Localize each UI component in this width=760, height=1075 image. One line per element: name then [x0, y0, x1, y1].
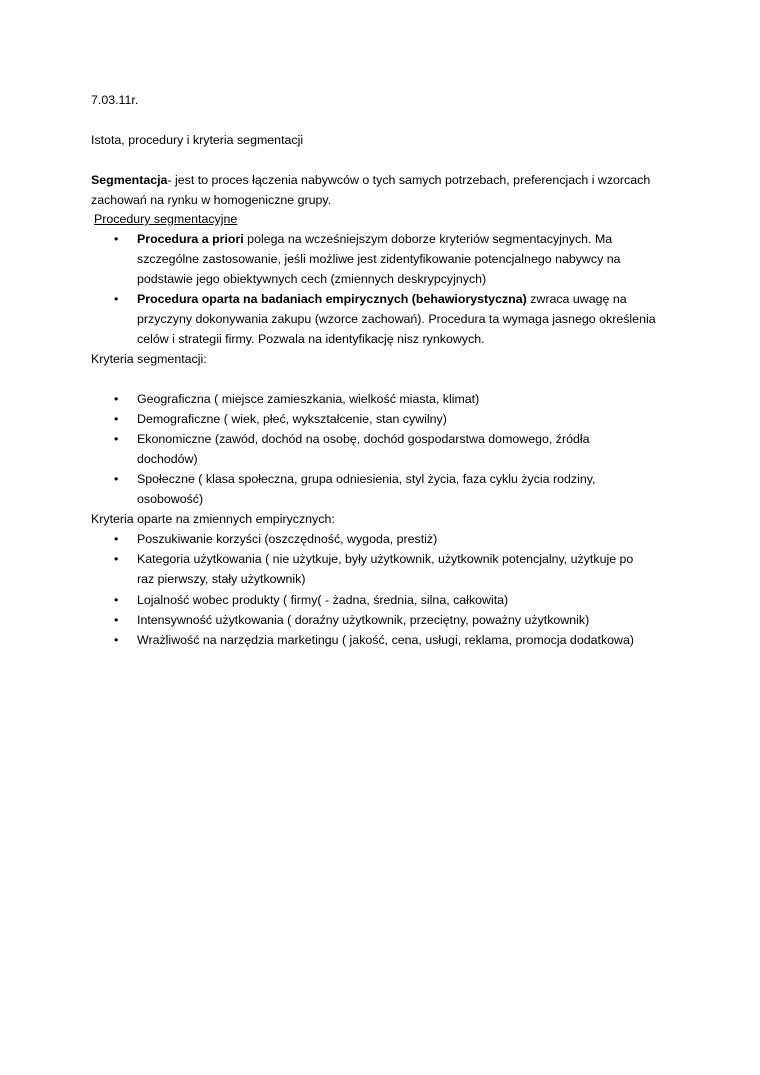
- bullet-icon: •: [114, 472, 119, 486]
- definition-text: - jest to proces łączenia nabywców o tych samych potrzebach, preferencjach i wzorcach: [167, 173, 651, 187]
- procedures-heading: Procedury segmentacyjne: [94, 212, 238, 226]
- procedure-item-1-line-2: szczególne zastosowanie, jeśli możliwe jest zidentyfikowanie potencjalnego nabywcy na: [137, 252, 621, 266]
- procedure-term: Procedura a priori: [137, 232, 244, 246]
- bullet-icon: •: [114, 633, 119, 647]
- procedure-item-2-line-1: Procedura oparta na badaniach empirycznych (behawiorystyczna) zwraca uwagę na: [137, 292, 627, 306]
- bullet-icon: •: [114, 532, 119, 546]
- procedure-term: Procedura oparta na badaniach empirycznych (behawiorystyczna): [137, 292, 527, 306]
- empirical-heading: Kryteria oparte na zmiennych empirycznych:: [91, 512, 335, 526]
- document-date: 7.03.11r.: [91, 93, 139, 107]
- criteria-heading: Kryteria segmentacji:: [91, 352, 207, 366]
- procedure-item-2-line-3: celów i strategii firmy. Pozwala na identyfikację nisz rynkowych.: [137, 332, 485, 346]
- bullet-icon: •: [114, 232, 119, 246]
- criteria-item-economic-line-2: dochodów): [137, 452, 198, 466]
- criteria-item-geographic: Geograficzna ( miejsce zamieszkania, wielkość miasta, klimat): [137, 392, 480, 406]
- criteria-item-economic-line-1: Ekonomiczne (zawód, dochód na osobę, dochód gospodarstwa domowego, źródła: [137, 432, 590, 446]
- bullet-icon: •: [114, 412, 119, 426]
- bullet-icon: •: [114, 432, 119, 446]
- empirical-item-benefits: Poszukiwanie korzyści (oszczędność, wygoda, prestiż): [137, 532, 438, 546]
- bullet-icon: •: [114, 392, 119, 406]
- criteria-item-social-line-1: Społeczne ( klasa społeczna, grupa odniesienia, styl życia, faza cyklu życia rodziny,: [137, 472, 596, 486]
- procedure-item-2-line-2: przyczyny dokonywania zakupu (wzorce zachowań). Procedura ta wymaga jasnego określenia: [137, 312, 656, 326]
- empirical-item-usage-category-line-1: Kategoria użytkowania ( nie użytkuje, były użytkownik, użytkownik potencjalny, użytkuje po: [137, 552, 634, 566]
- empirical-item-sensitivity: Wrażliwość na narzędzia marketingu ( jakość, cena, usługi, reklama, promocja dodatkowa): [137, 633, 634, 647]
- document-title: Istota, procedury i kryteria segmentacji: [91, 133, 304, 147]
- definition-line-2: zachowań na rynku w homogeniczne grupy.: [91, 193, 332, 207]
- procedure-item-1-line-1: Procedura a priori polega na wcześniejszym doborze kryteriów segmentacyjnych. Ma: [137, 232, 613, 246]
- bullet-icon: •: [114, 613, 119, 627]
- bullet-icon: •: [114, 292, 119, 306]
- empirical-item-intensity: Intensywność użytkowania ( doraźny użytkownik, przeciętny, poważny użytkownik): [137, 613, 590, 627]
- bullet-icon: •: [114, 552, 119, 566]
- definition-term: Segmentacja: [91, 173, 168, 187]
- procedure-item-1-line-3: podstawie jego obiektywnych cech (zmiennych deskrypcyjnych): [137, 272, 487, 286]
- criteria-item-demographic: Demograficzne ( wiek, płeć, wykształcenie, stan cywilny): [137, 412, 447, 426]
- empirical-item-usage-category-line-2: raz pierwszy, stały użytkownik): [137, 572, 306, 586]
- empirical-item-loyalty: Lojalność wobec produkty ( firmy( - żadna, średnia, silna, całkowita): [137, 593, 509, 607]
- criteria-item-social-line-2: osobowość): [137, 492, 204, 506]
- definition-line-1: [91, 170, 650, 190]
- bullet-icon: •: [114, 593, 119, 607]
